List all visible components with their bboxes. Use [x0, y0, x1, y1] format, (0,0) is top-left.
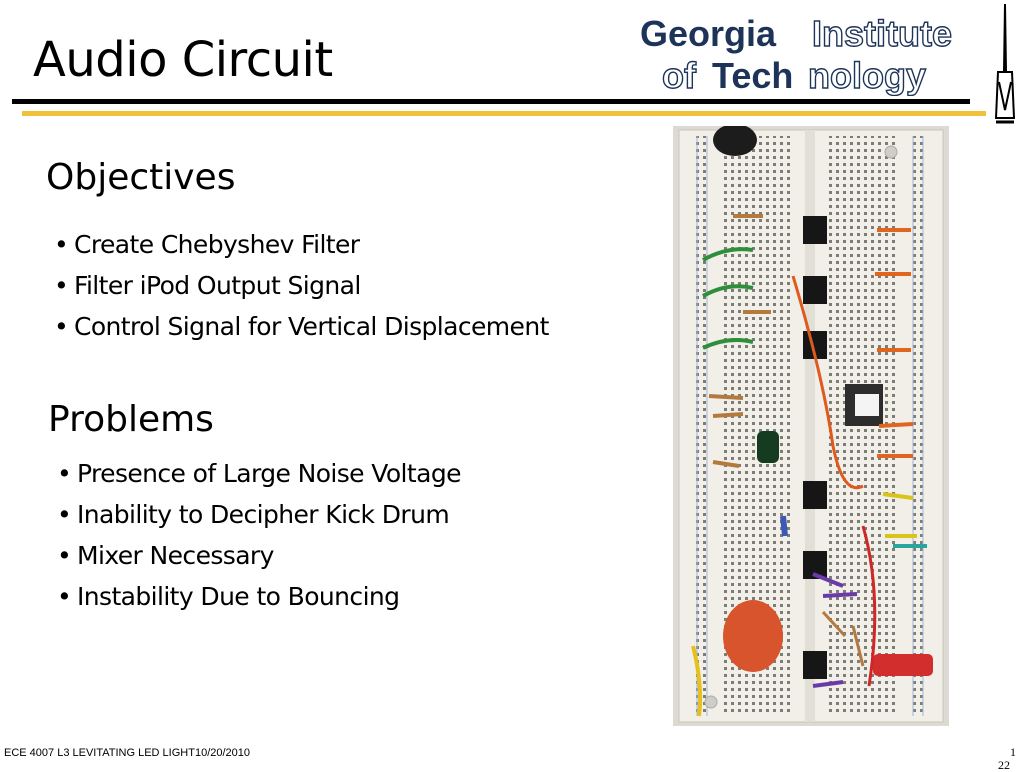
svg-text:nology: nology — [808, 55, 926, 96]
breadboard-photo — [673, 126, 949, 726]
tech-tower-icon — [990, 2, 1020, 128]
svg-text:Tech: Tech — [712, 55, 794, 96]
list-item: • Instability Due to Bouncing — [57, 582, 400, 611]
list-item: • Mixer Necessary — [57, 541, 274, 570]
georgia-tech-logo — [632, 4, 992, 96]
list-item: • Inability to Decipher Kick Drum — [57, 500, 450, 529]
accent-rule — [22, 111, 986, 116]
svg-text:Georgia: Georgia — [640, 13, 777, 54]
list-item: • Create Chebyshev Filter — [54, 230, 360, 259]
objectives-list — [54, 224, 549, 347]
list-item: • Presence of Large Noise Voltage — [57, 459, 461, 488]
svg-text:of: of — [662, 55, 696, 96]
problems-heading: Problems — [48, 399, 214, 440]
footer-course: ECE 4007 L3 LEVITATING LED LIGHT10/20/2010 — [4, 747, 251, 759]
slide-number: 1 22 — [998, 745, 1016, 772]
objectives-heading: Objectives — [46, 157, 236, 198]
problems-list — [57, 453, 461, 617]
svg-text:Institute: Institute — [812, 13, 952, 54]
title-rule — [12, 99, 970, 104]
list-item: • Control Signal for Vertical Displacement — [54, 312, 549, 341]
slide-title: Audio Circuit — [33, 32, 333, 88]
list-item: • Filter iPod Output Signal — [54, 271, 361, 300]
